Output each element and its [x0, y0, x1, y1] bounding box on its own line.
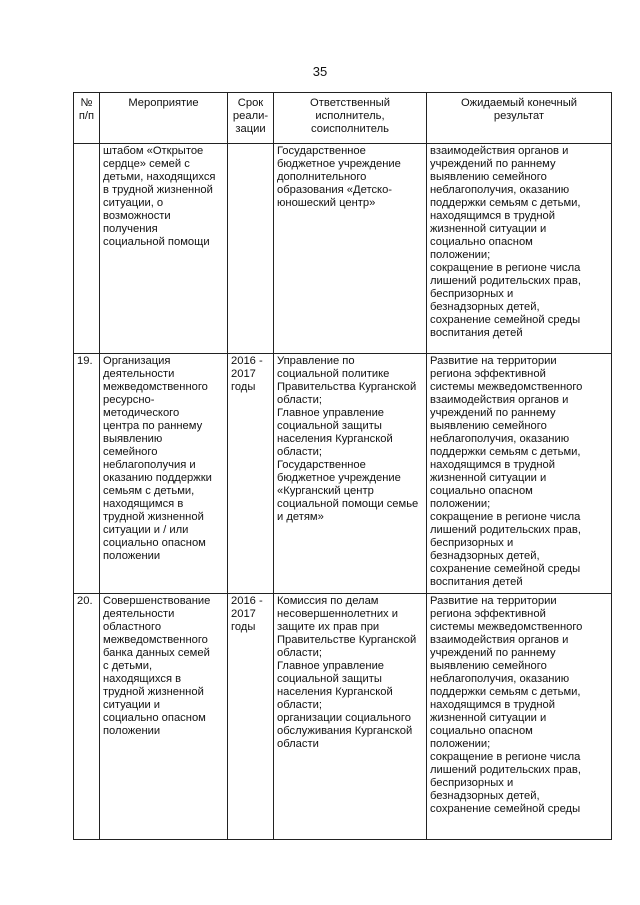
row-term: 2016 - 2017 годы	[228, 354, 274, 594]
header-result: Ожидаемый конечный результат	[427, 93, 612, 144]
row-executor: Государственное бюджетное учреждение дополнительного образования «Детско- юношеский центр»	[274, 144, 427, 354]
row-event: штабом «Открытое сердце» семей с детьми, находящихся в трудной жизненной ситуации, о возможности получения социальной помощи	[100, 144, 228, 354]
row-term	[228, 144, 274, 354]
measures-table	[73, 92, 612, 840]
table-row	[74, 144, 612, 354]
header-executor: Ответственный исполнитель, соисполнитель	[274, 93, 427, 144]
header-number: № п/п	[74, 93, 100, 144]
row-number	[74, 144, 100, 354]
row-term: 2016 - 2017 годы	[228, 594, 274, 840]
row-result: взаимодействия органов и учреждений по раннему выявлению семейного неблагополучия, оказанию поддержки семьям с детьми, находящимся в трудной жизненной ситуации и социально опасном положении; сокращение в регионе числа лишений родительских прав, беспризорных и безнадзорных детей, сохранение семейной среды воспитания детей	[427, 144, 612, 354]
header-term: Срок реали- зации	[228, 93, 274, 144]
row-number: 19.	[74, 354, 100, 594]
table-row	[74, 354, 612, 594]
row-result: Развитие на территории региона эффективной системы межведомственного взаимодействия органов и учреждений по раннему выявлению семейного неблагополучия, оказанию поддержки семьям с детьми, находящимся в трудной жизненной ситуации и социально опасном положении; сокращение в регионе числа лишений родительских прав, беспризорных и безнадзорных детей, сохранение семейной среды воспитания детей	[427, 354, 612, 594]
row-event: Организация деятельности межведомственного ресурсно- методического центра по раннему выявлению семейного неблагополучия и оказанию поддержки семьям с детьми, находящимся в трудной жизненной ситуации и / или социально опасном положении	[100, 354, 228, 594]
table-header-row	[74, 93, 612, 144]
table-row	[74, 594, 612, 840]
row-result: Развитие на территории региона эффективной системы межведомственного взаимодействия органов и учреждений по раннему выявлению семейного неблагополучия, оказанию поддержки семьям с детьми, находящимся в трудной жизненной ситуации и социально опасном положении; сокращение в регионе числа лишений родительских прав, беспризорных и безнадзорных детей, сохранение семейной среды	[427, 594, 612, 840]
page-number: 35	[312, 64, 328, 79]
row-number: 20.	[74, 594, 100, 840]
header-event: Мероприятие	[100, 93, 228, 144]
row-event: Совершенствование деятельности областного межведомственного банка данных семей с детьми, находящихся в трудной жизненной ситуации и социально опасном положении	[100, 594, 228, 840]
row-executor: Управление по социальной политике Правительства Курганской области; Главное управление социальной защиты населения Курганской области; Государственное бюджетное учреждение «Курганский центр социальной помощи семье и детям»	[274, 354, 427, 594]
row-executor: Комиссия по делам несовершеннолетних и защите их прав при Правительстве Курганской области; Главное управление социальной защиты населения Курганской области; организации социального обслуживания Курганской области	[274, 594, 427, 840]
